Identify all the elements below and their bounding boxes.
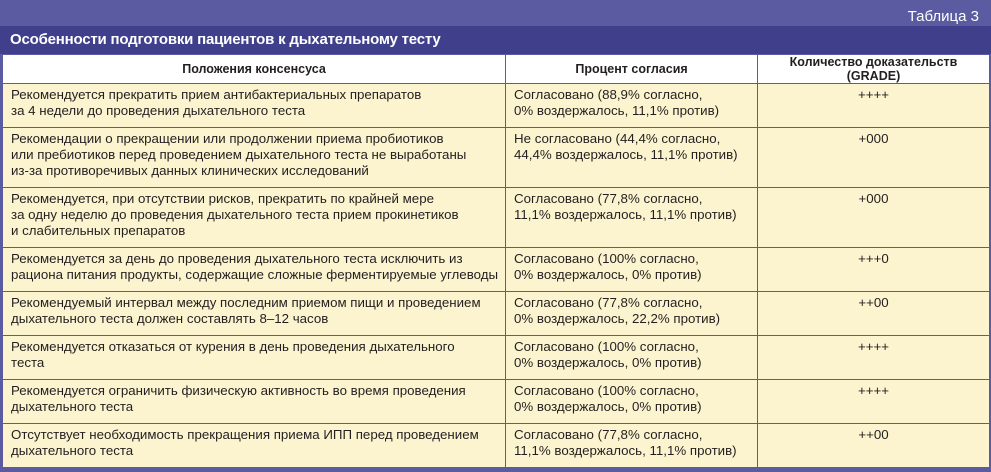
grade-cell: +++0 bbox=[758, 248, 990, 292]
agreement-cell: Не согласовано (44,4% согласно, 44,4% воздержалось, 11,1% против) bbox=[506, 128, 758, 188]
grade-cell: ++00 bbox=[758, 424, 990, 468]
grade-cell: +000 bbox=[758, 128, 990, 188]
header-row bbox=[3, 55, 990, 84]
table-row bbox=[3, 380, 990, 424]
statement-cell: Рекомендации о прекращении или продолжении приема пробиотиков или пребиотиков перед проведением дыхательного теста не выработаны из-за противоречивых данных клинических исследований bbox=[3, 128, 506, 188]
statement-cell: Рекомендуется, при отсутствии рисков, прекратить по крайней мере за одну неделю до проведения дыхательного теста прием прокинетиков и слабительных препаратов bbox=[3, 188, 506, 248]
table-row bbox=[3, 248, 990, 292]
table-row bbox=[3, 336, 990, 380]
agreement-cell: Согласовано (88,9% согласно, 0% воздержалось, 11,1% против) bbox=[506, 84, 758, 128]
consensus-table bbox=[2, 54, 990, 468]
column-header-grade: Количество доказательств (GRADE) bbox=[758, 55, 990, 84]
agreement-cell: Согласовано (100% согласно, 0% воздержалось, 0% против) bbox=[506, 380, 758, 424]
table-row bbox=[3, 424, 990, 468]
agreement-cell: Согласовано (77,8% согласно, 0% воздержалось, 22,2% против) bbox=[506, 292, 758, 336]
agreement-cell: Согласовано (100% согласно, 0% воздержалось, 0% против) bbox=[506, 336, 758, 380]
table-row bbox=[3, 188, 990, 248]
statement-cell: Рекомендуется ограничить физическую активность во время проведения дыхательного теста bbox=[3, 380, 506, 424]
table-row bbox=[3, 128, 990, 188]
title-bar bbox=[0, 26, 991, 54]
statement-cell: Отсутствует необходимость прекращения приема ИПП перед проведением дыхательного теста bbox=[3, 424, 506, 468]
table-title: Особенности подготовки пациентов к дыхательному тесту bbox=[10, 31, 441, 48]
grade-cell: ++++ bbox=[758, 380, 990, 424]
grade-cell: ++++ bbox=[758, 336, 990, 380]
statement-cell: Рекомендуется за день до проведения дыхательного теста исключить из рациона питания продукты, содержащие сложные ферментируемые углеводы bbox=[3, 248, 506, 292]
grade-cell: ++++ bbox=[758, 84, 990, 128]
statement-cell: Рекомендуется прекратить прием антибактериальных препаратов за 4 недели до проведения дыхательного теста bbox=[3, 84, 506, 128]
agreement-cell: Согласовано (100% согласно, 0% воздержалось, 0% против) bbox=[506, 248, 758, 292]
statement-cell: Рекомендуется отказаться от курения в день проведения дыхательного теста bbox=[3, 336, 506, 380]
column-header-agreement: Процент согласия bbox=[506, 55, 758, 84]
table-number-label: Таблица 3 bbox=[907, 8, 979, 25]
agreement-cell: Согласовано (77,8% согласно, 11,1% воздержалось, 11,1% против) bbox=[506, 424, 758, 468]
statement-cell: Рекомендуемый интервал между последним приемом пищи и проведением дыхательного теста должен составлять 8–12 часов bbox=[3, 292, 506, 336]
grade-cell: +000 bbox=[758, 188, 990, 248]
agreement-cell: Согласовано (77,8% согласно, 11,1% воздержалось, 11,1% против) bbox=[506, 188, 758, 248]
table-row bbox=[3, 84, 990, 128]
column-header-statement: Положения консенсуса bbox=[3, 55, 506, 84]
grade-cell: ++00 bbox=[758, 292, 990, 336]
table-row bbox=[3, 292, 990, 336]
